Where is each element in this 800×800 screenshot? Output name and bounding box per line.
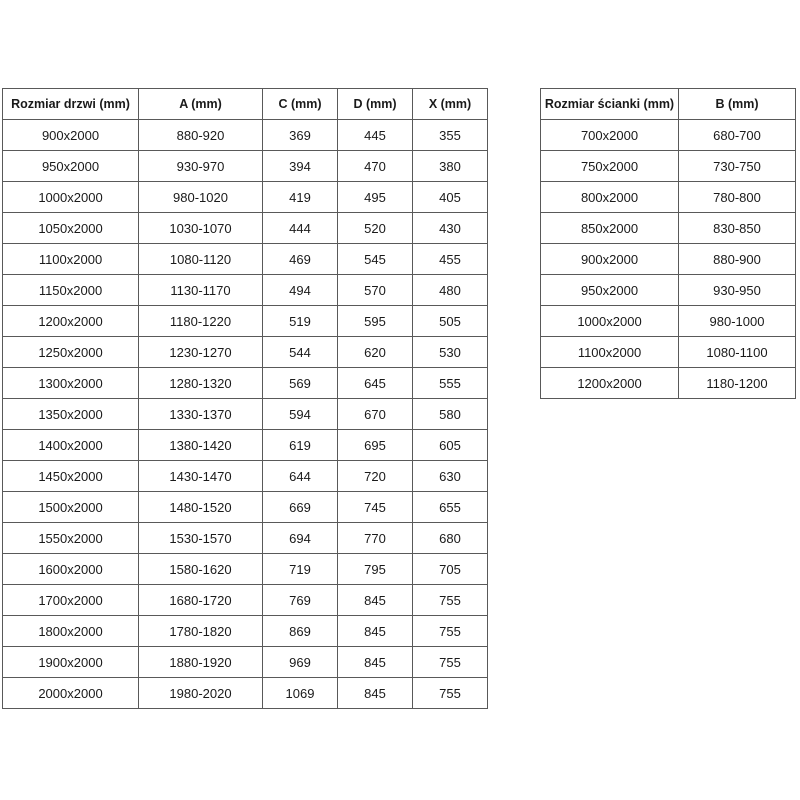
table-row [541,368,796,399]
table-cell: 1000x2000 [3,182,139,213]
table-cell: 355 [413,120,488,151]
table-cell: 950x2000 [3,151,139,182]
table-cell: 569 [263,368,338,399]
column-header: X (mm) [413,89,488,120]
table-row [3,306,488,337]
table-cell: 1069 [263,678,338,709]
table-cell: 1330-1370 [139,399,263,430]
table-cell: 1030-1070 [139,213,263,244]
table-cell: 1900x2000 [3,647,139,678]
table-cell: 694 [263,523,338,554]
table-cell: 1500x2000 [3,492,139,523]
table-cell: 845 [338,616,413,647]
table-cell: 595 [338,306,413,337]
table-cell: 969 [263,647,338,678]
table-cell: 830-850 [679,213,796,244]
table-row [3,275,488,306]
table-row [541,151,796,182]
table-cell: 700x2000 [541,120,679,151]
table-cell: 470 [338,151,413,182]
table-cell: 680-700 [679,120,796,151]
column-header: C (mm) [263,89,338,120]
table-cell: 394 [263,151,338,182]
table-cell: 369 [263,120,338,151]
table-cell: 1530-1570 [139,523,263,554]
table-cell: 680 [413,523,488,554]
table-row [3,244,488,275]
table-cell: 1180-1220 [139,306,263,337]
table-cell: 1050x2000 [3,213,139,244]
table-cell: 1780-1820 [139,616,263,647]
table-cell: 1800x2000 [3,616,139,647]
table-cell: 730-750 [679,151,796,182]
table-row [3,523,488,554]
table-row [3,492,488,523]
table-cell: 519 [263,306,338,337]
table-cell: 745 [338,492,413,523]
table-cell: 1380-1420 [139,430,263,461]
table-cell: 1980-2020 [139,678,263,709]
table-row [3,616,488,647]
table-row [3,368,488,399]
table-cell: 850x2000 [541,213,679,244]
table-row [541,275,796,306]
table-cell: 495 [338,182,413,213]
table-cell: 1880-1920 [139,647,263,678]
table-cell: 845 [338,585,413,616]
table-cell: 1580-1620 [139,554,263,585]
table-cell: 1180-1200 [679,368,796,399]
table-cell: 2000x2000 [3,678,139,709]
table-cell: 950x2000 [541,275,679,306]
table-cell: 1080-1100 [679,337,796,368]
table-cell: 980-1000 [679,306,796,337]
column-header: A (mm) [139,89,263,120]
table-cell: 720 [338,461,413,492]
table-cell: 605 [413,430,488,461]
table-cell: 1400x2000 [3,430,139,461]
table-cell: 755 [413,585,488,616]
table-cell: 880-920 [139,120,263,151]
table-cell: 644 [263,461,338,492]
table-cell: 770 [338,523,413,554]
table-cell: 444 [263,213,338,244]
table-cell: 755 [413,616,488,647]
table-cell: 630 [413,461,488,492]
header-row [3,89,488,120]
table-cell: 405 [413,182,488,213]
table-row [3,461,488,492]
table-cell: 750x2000 [541,151,679,182]
table-cell: 755 [413,678,488,709]
table-cell: 900x2000 [3,120,139,151]
table-cell: 795 [338,554,413,585]
table-cell: 1600x2000 [3,554,139,585]
table-cell: 580 [413,399,488,430]
table-row [3,120,488,151]
table-cell: 1100x2000 [541,337,679,368]
table-cell: 1130-1170 [139,275,263,306]
table-row [3,554,488,585]
table-row [3,337,488,368]
table-cell: 869 [263,616,338,647]
table-row [3,647,488,678]
table-cell: 594 [263,399,338,430]
table-cell: 445 [338,120,413,151]
table-cell: 1350x2000 [3,399,139,430]
door-sizes-table [2,88,488,709]
table-cell: 619 [263,430,338,461]
column-header: B (mm) [679,89,796,120]
column-header: Rozmiar drzwi (mm) [3,89,139,120]
table-cell: 469 [263,244,338,275]
table-cell: 570 [338,275,413,306]
table-cell: 880-900 [679,244,796,275]
table-cell: 380 [413,151,488,182]
table-cell: 645 [338,368,413,399]
wall-sizes-table [540,88,796,399]
table-row [541,306,796,337]
table-cell: 545 [338,244,413,275]
table-cell: 544 [263,337,338,368]
table-cell: 520 [338,213,413,244]
table-cell: 1680-1720 [139,585,263,616]
table-cell: 1450x2000 [3,461,139,492]
table-row [541,337,796,368]
table-row [541,213,796,244]
table-row [3,399,488,430]
table-cell: 769 [263,585,338,616]
table-cell: 1700x2000 [3,585,139,616]
table-row [541,244,796,275]
table-cell: 494 [263,275,338,306]
table-cell: 555 [413,368,488,399]
table-cell: 719 [263,554,338,585]
table-row [541,182,796,213]
table-cell: 930-970 [139,151,263,182]
table-cell: 695 [338,430,413,461]
table-cell: 505 [413,306,488,337]
table-row [3,182,488,213]
table-cell: 670 [338,399,413,430]
table-cell: 930-950 [679,275,796,306]
table-cell: 480 [413,275,488,306]
table-cell: 530 [413,337,488,368]
table-row [3,213,488,244]
table-cell: 900x2000 [541,244,679,275]
table-cell: 1300x2000 [3,368,139,399]
table-cell: 655 [413,492,488,523]
table-cell: 419 [263,182,338,213]
table-cell: 620 [338,337,413,368]
table-cell: 800x2000 [541,182,679,213]
table-cell: 1550x2000 [3,523,139,554]
table-row [3,430,488,461]
table-cell: 1200x2000 [541,368,679,399]
table-cell: 755 [413,647,488,678]
header-row [541,89,796,120]
table-cell: 669 [263,492,338,523]
table-cell: 705 [413,554,488,585]
table-cell: 845 [338,647,413,678]
table-cell: 1430-1470 [139,461,263,492]
table-row [3,585,488,616]
table-cell: 980-1020 [139,182,263,213]
table-cell: 1200x2000 [3,306,139,337]
table-row [3,151,488,182]
table-cell: 845 [338,678,413,709]
table-cell: 1230-1270 [139,337,263,368]
table-row [3,678,488,709]
table-cell: 1250x2000 [3,337,139,368]
table-cell: 1100x2000 [3,244,139,275]
table-cell: 780-800 [679,182,796,213]
table-cell: 1000x2000 [541,306,679,337]
table-cell: 455 [413,244,488,275]
table-cell: 1080-1120 [139,244,263,275]
table-cell: 1280-1320 [139,368,263,399]
table-cell: 1150x2000 [3,275,139,306]
column-header: D (mm) [338,89,413,120]
table-row [541,120,796,151]
table-cell: 1480-1520 [139,492,263,523]
table-cell: 430 [413,213,488,244]
column-header: Rozmiar ścianki (mm) [541,89,679,120]
